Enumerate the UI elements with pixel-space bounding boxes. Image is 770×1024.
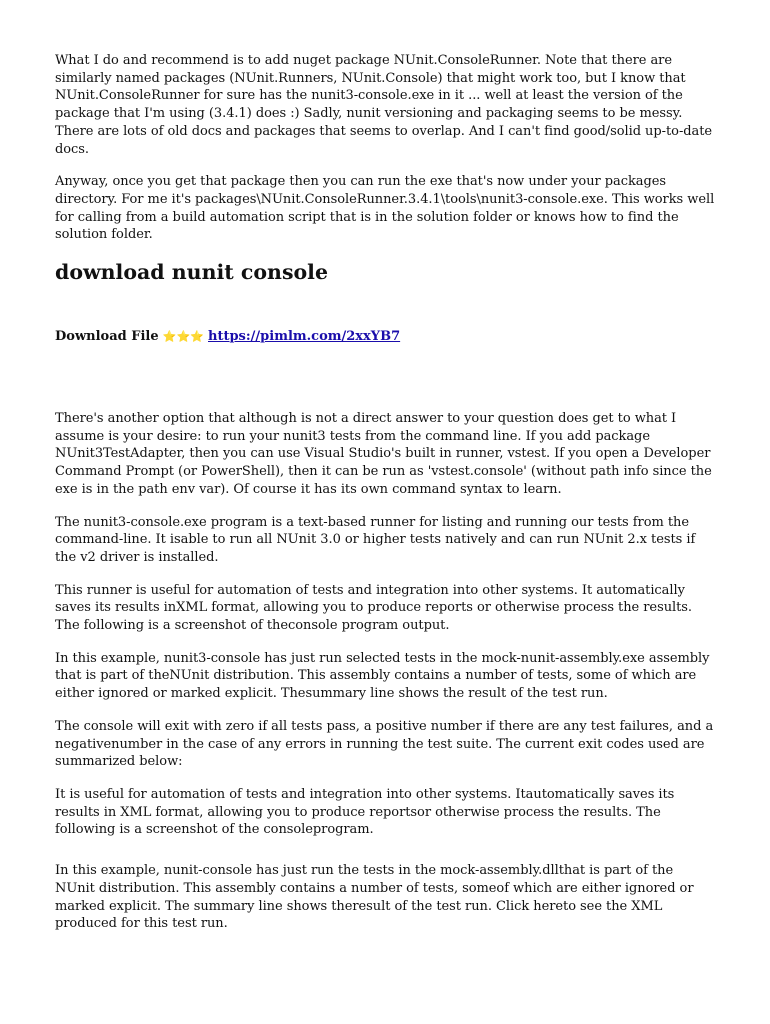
paragraph-automation: This runner is useful for automation of tests and integration into other systems. It automatically saves its results inXML format, allowing you to produce reports or otherwise process the results. The following is a screenshot of theconsole program output. — [55, 582, 693, 634]
paragraph-nuget-recommendation: What I do and recommend is to add nuget package NUnit.ConsoleRunner. Note that there are similarly named packages (NUnit.Runners, NUnit.Console) that might work too, but I know that NUnit.ConsoleRunner for sure has the nunit3-console.exe in it ... well at least the version of the package that I'm using (3.4.1) does :) Sadly, nunit versioning and packaging seems to be messy. There are lots of old docs and packages that seems to overlap. And I can't find good/solid up-to-date docs. — [55, 53, 713, 157]
download-glyphs: ⭐⭐⭐ — [162, 330, 204, 344]
paragraph-exe-location: Anyway, once you get that package then you can run the exe that's now under your packages directory. For me it's packages\NUnit.ConsoleRunner.3.4.1\tools\nunit3-console.exe. This works well for calling from a build automation script that is in the solution folder or knows how to find the solution folder. — [55, 174, 715, 243]
paragraph-exit-codes: The console will exit with zero if all tests pass, a positive number if there are any test failures, and a negativenumber in the case of any errors in running the test suite. The current exit codes used are summarized below: — [55, 718, 714, 770]
paragraph-xml-results: It is useful for automation of tests and integration into other systems. Itautomatically saves its results in XML format, allowing you to produce reportsor otherwise process the results. The following is a screenshot of the consoleprogram. — [55, 786, 675, 838]
download-label: Download File — [55, 329, 159, 345]
download-line — [55, 328, 717, 346]
download-link[interactable]: https://pimlm.com/2xxYB7 — [208, 329, 401, 345]
paragraph-example-run: In this example, nunit3-console has just run selected tests in the mock-nunit-assembly.exe assembly that is part of theNUnit distribution. This assembly contains a number of tests, some of which are either ignored or marked explicit. Thesummary line shows the result of the test run. — [55, 650, 710, 702]
paragraph-mock-assembly: In this example, nunit-console has just run the tests in the mock-assembly.dllthat is part of the NUnit distribution. This assembly contains a number of tests, someof which are either ignored or marked explicit. The summary line shows theresult of the test run. Click hereto see the XML produced for this test run. — [55, 863, 694, 932]
paragraph-runner-description: The nunit3-console.exe program is a text-based runner for listing and running our tests from the command-line. It isable to run all NUnit 3.0 or higher tests natively and can run NUnit 2.x tests if the v2 driver is installed. — [55, 514, 696, 565]
page-heading: download nunit console — [55, 260, 328, 285]
paragraph-vstest-option: There's another option that although is not a direct answer to your question does get to what I assume is your desire: to run your nunit3 tests from the command line. If you add package NUnit3TestAdapter, then you can use Visual Studio's built in runner, vstest. If you open a Developer Command Prompt (or PowerShell), then it can be run as 'vstest.console' (without path info since the exe is in the path env var). Of course it has its own command syntax to learn. — [55, 411, 712, 497]
document-page — [55, 52, 717, 948]
article-body — [55, 410, 717, 933]
